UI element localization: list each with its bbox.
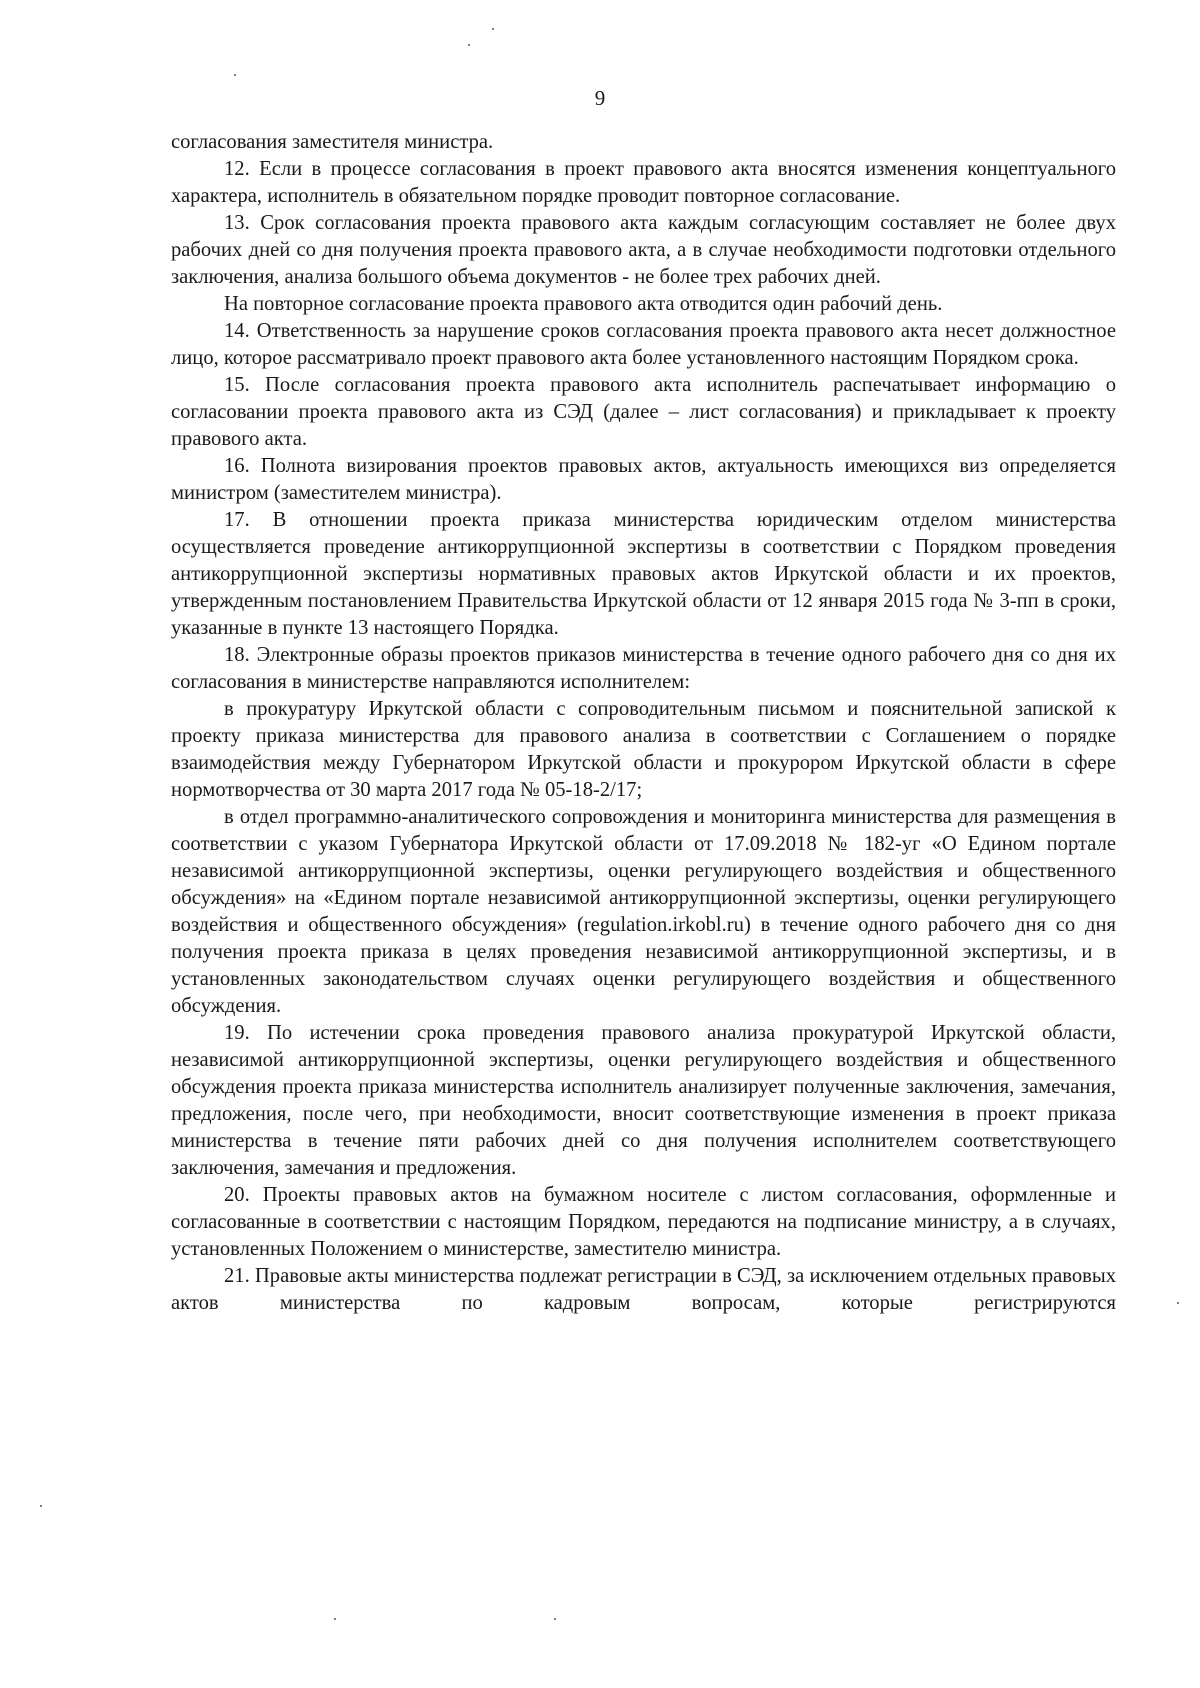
paragraph-item-18-prosecutor: в прокуратуру Иркутской области с сопроводительным письмом и пояснительной запиской к проекту приказа министерства для правового анализа в соответствии с Соглашением о порядке взаимодействия между Губернатором Иркутской области и прокурором Иркутской области в сфере нормотворчества от 30 марта 2017 года № 05-18-2/17; bbox=[171, 698, 1116, 801]
scan-speck bbox=[40, 1505, 42, 1507]
document-body bbox=[171, 129, 1116, 1317]
scan-speck bbox=[554, 1618, 556, 1620]
scan-speck bbox=[492, 28, 494, 30]
paragraph-item-17: 17. В отношении проекта приказа министерства юридическим отделом министерства осуществляется проведение антикоррупционной экспертизы в соответствии с Порядком проведения антикоррупционной экспертизы нормативных правовых актов Иркутской области и их проектов, утвержденным постановлением Правительства Иркутской области от 12 января 2015 года № 3-пп в сроки, указанные в пункте 13 настоящего Порядка. bbox=[171, 509, 1116, 639]
paragraph-item-13: 13. Срок согласования проекта правового акта каждым согласующим составляет не более двух рабочих дней со дня получения проекта правового акта, а в случае необходимости подготовки отдельного заключения, анализа большого объема документов - не более трех рабочих дней. bbox=[171, 212, 1116, 288]
paragraph-item-21: 21. Правовые акты министерства подлежат регистрации в СЭД, за исключением отдельных правовых актов министерства по кадровым вопросам, которые регистрируются bbox=[171, 1265, 1116, 1314]
paragraph-item-15: 15. После согласования проекта правового акта исполнитель распечатывает информацию о согласовании проекта правового акта из СЭД (далее – лист согласования) и прикладывает к проекту правового акта. bbox=[171, 374, 1116, 450]
paragraph-item-18-portal: в отдел программно-аналитического сопровождения и мониторинга министерства для размещения в соответствии с указом Губернатора Иркутской области от 17.09.2018 № 182-уг «О Едином портале независимой антикоррупционной экспертизы, оценки регулирующего воздействия и общественного обсуждения» на «Едином портале независимой антикоррупционной экспертизы, оценки регулирующего воздействия и общественного обсуждения» (regulation.irkobl.ru) в течение одного рабочего дня со дня получения проекта приказа в целях проведения независимой антикоррупционной экспертизы, и в установленных законодательством случаях оценки регулирующего воздействия и общественного обсуждения. bbox=[171, 806, 1116, 1017]
paragraph-item-12: 12. Если в процессе согласования в проект правового акта вносятся изменения концептуального характера, исполнитель в обязательном порядке проводит повторное согласование. bbox=[171, 158, 1116, 207]
paragraph-continuation: согласования заместителя министра. bbox=[171, 131, 494, 153]
scan-speck bbox=[234, 74, 236, 76]
paragraph-item-16: 16. Полнота визирования проектов правовых актов, актуальность имеющихся виз определяется министром (заместителем министра). bbox=[171, 455, 1116, 504]
scan-speck bbox=[1177, 1302, 1179, 1304]
page-number: 9 bbox=[594, 86, 606, 110]
paragraph-item-14: 14. Ответственность за нарушение сроков согласования проекта правового акта несет должностное лицо, которое рассматривало проект правового акта более установленного настоящим Порядком срока. bbox=[171, 320, 1116, 369]
paragraph-item-18: 18. Электронные образы проектов приказов министерства в течение одного рабочего дня со дня их согласования в министерстве направляются исполнителем: bbox=[171, 644, 1116, 693]
scan-speck bbox=[468, 44, 470, 46]
paragraph-item-20: 20. Проекты правовых актов на бумажном носителе с листом согласования, оформленные и согласованные в соответствии с настоящим Порядком, передаются на подписание министру, а в случаях, установленных Положением о министерстве, заместителю министра. bbox=[171, 1184, 1116, 1260]
scan-speck bbox=[334, 1618, 336, 1620]
paragraph-item-19: 19. По истечении срока проведения правового анализа прокуратурой Иркутской области, независимой антикоррупционной экспертизы, оценки регулирующего воздействия и общественного обсуждения проекта приказа министерства исполнитель анализирует полученные заключения, замечания, предложения, после чего, при необходимости, вносит соответствующие изменения в проект приказа министерства в течение пяти рабочих дней со дня получения исполнителем соответствующего заключения, замечания и предложения. bbox=[171, 1022, 1116, 1179]
paragraph-repeat-approval: На повторное согласование проекта правового акта отводится один рабочий день. bbox=[224, 293, 943, 315]
